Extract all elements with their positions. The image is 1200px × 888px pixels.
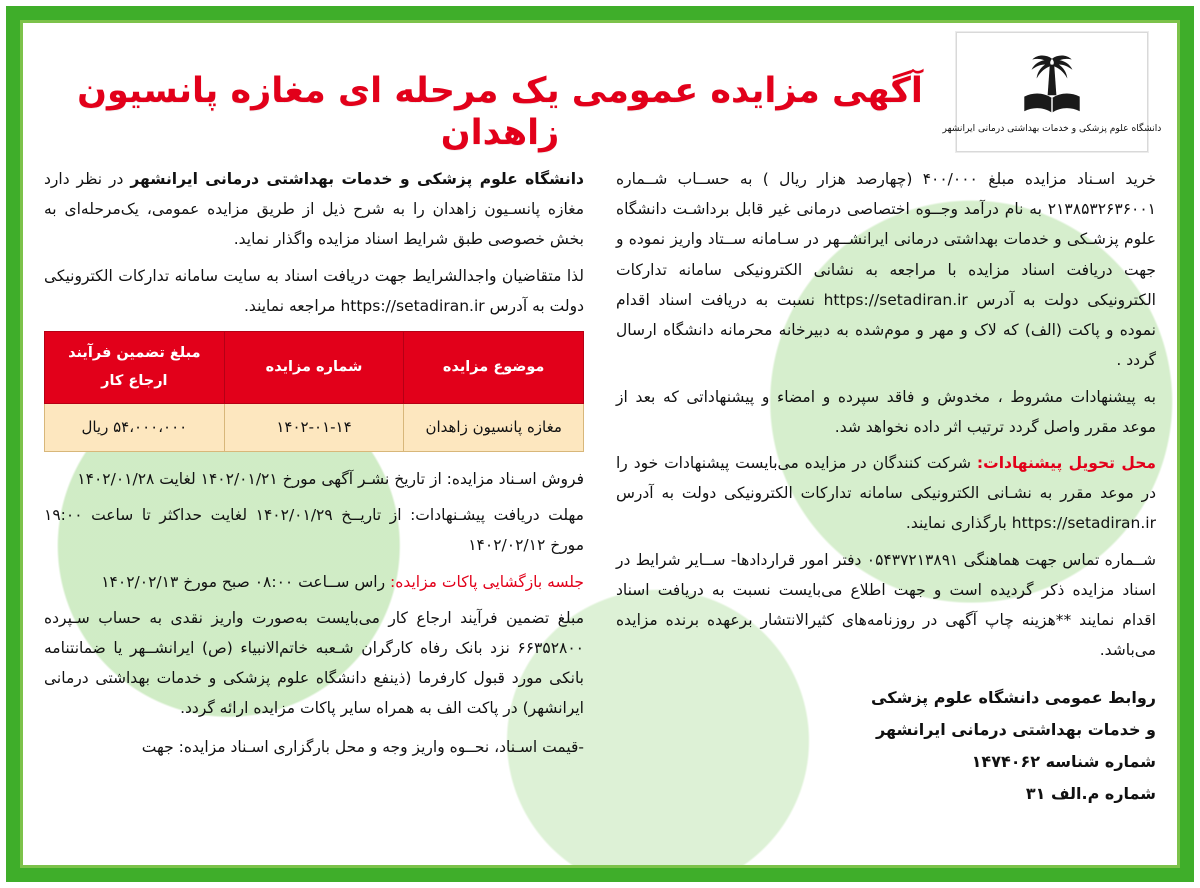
left-para-4: شــماره تماس جهت هماهنگی ۰۵۴۳۷۲۱۳۸۹۱ دفتر امور قراردادها- ســایر شرایط در اسناد مزایده ذکر گردیده است و جهت اطلاع می‌بایست نسبت به دریافت اسناد اقدام نمایند **هزینه چاپ آگهی در روزنامه‌های کثیرالانتشار برعهده برنده مزایده می‌باشد. (616, 550, 1156, 660)
documents-paragraph (44, 261, 584, 321)
opening-session-label: جلسه بازگشایی پاکات مزایده: (390, 572, 584, 591)
table-header-row (45, 332, 584, 404)
documents-pre: لذا متقاضیان واجدالشرایط جهت دریافت اسناد به سایت سامانه تدارکات الکترونیکی دولت به آدرس (44, 266, 584, 315)
documents-post: مراجعه نمایند. (244, 296, 341, 315)
intro-paragraph (44, 164, 584, 255)
delivery-place-text: شرکت کنندگان در مزایده می‌بایست پیشنهادات خود را در موعد مقرر به نشـانی الکترونیکی سامانه تدارکات الکترونیکی دولت به آدرس https://setadiran.ir بارگذاری نمایند. (616, 453, 1156, 533)
cell-subject: مغازه پانسیون زاهدان (404, 403, 584, 451)
university-logo (942, 32, 1162, 152)
sale-period-line: فروش اسـناد مزایده: از تاریخ نشـر آگهی مورخ ۱۴۰۲/۰۱/۲۱ لغایت ۱۴۰۲/۰۱/۲۸ (77, 469, 584, 488)
receive-period-line: مهلت دریافت پیشـنهادات: از تاریــخ ۱۴۰۲/۰۱/۲۹ لغایت حداکثر تا ساعت ۱۹:۰۰ مورخ ۱۴۰۲/۰۲/۱۲ (44, 506, 584, 555)
palm-tree-book-emblem-icon (1015, 50, 1089, 120)
left-para-2: به پیشنهادات مشروط ، مخدوش و فاقد سپرده و امضاء و پیشنهاداتی که بعد از موعد مقرر واصل گردد ترتیب اثر داده نخواهد شد. (616, 387, 1156, 436)
col-header-number: شماره مزایده (224, 332, 404, 404)
body-columns (44, 164, 1156, 844)
delivery-place-label: محل تحویل پیشنهادات: (976, 453, 1156, 472)
intro-rest: در نظر دارد مغازه پانسـیون زاهدان را به شرح ذیل از طریق مزایده عمومی، یک‌مرحله‌ای به بخش خصوصی طبق شرایط اسناد مزایده واگذار نماید. (44, 170, 584, 249)
left-column (612, 164, 1156, 844)
signature-line-3: شماره شناسه ۱۴۷۴۰۶۲ (971, 751, 1156, 771)
signature-line-4: شماره م.الف ۳۱ (1025, 783, 1156, 803)
col-header-subject: موضوع مزایده (404, 332, 584, 404)
opening-session-line (44, 567, 584, 597)
left-para-1: خرید اسـناد مزایده مبلغ ۴۰۰/۰۰۰ (چهارصد هزار ریال ) به حســاب شــماره ۲۱۳۸۵۳۲۶۳۶۰۰۱ به نام درآمد وجــوه اختصاصی درمانی غیر قابل برداشـت دانشگاه علوم پزشـکی و خدمات بهداشتی درمانی ایرانشــهر در سـامانه ســتاد واریز نموده و جهت دریافت اسناد مزایده با مراجعه به نشانی الکترونیکی سامانه تدارکات الکترونیکی دولت به آدرس https://setadiran.ir نسبت به دریافت اسناد اقدام نموده و پاکت (الف) که لاک و مهر و موم‌شده به دبیرخانه محرمانه دانشگاه ارسال گردد . (616, 170, 1157, 370)
col-header-guarantee: مبلغ تضمین فرآیند ارجاع کار (45, 332, 225, 404)
signature-line-1: روابط عمومی دانشگاه علوم پزشکی (871, 687, 1156, 707)
university-name: دانشگاه علوم پزشکی و خدمات بهداشتی درمانی ایرانشهر (130, 170, 584, 188)
cell-number: ۱۴۰۲-۰۱-۱۴ (224, 403, 404, 451)
guarantee-paragraph: مبلغ تضمین فرآیند ارجاع کار می‌بایست به‌صورت واریز نقدی به حساب سـپرده ۶۶۳۵۲۸۰۰ نزد بانک رفاه کارگران شـعبه خاتم‌الانبیاء (ص) ایرانشــهر یا ضمانتنامه بانکی مورد قبول کارفرما (ذینفع دانشگاه علوم پزشکی و خدمات بهداشتی درمانی ایرانشهر) در پاکت الف به همراه سایر پاکات مزایده ارائه گردد. (44, 608, 584, 718)
page-title: آگهی مزایده عمومی یک مرحله ای مغازه پانسیون زاهدان (77, 71, 923, 153)
table-row (45, 403, 584, 451)
left-para-3 (616, 448, 1156, 539)
opening-session-rest: راس ســاعت ۰۸:۰۰ صبح مورخ ۱۴۰۲/۰۲/۱۳ (101, 572, 390, 591)
signature-block (616, 682, 1156, 810)
auction-table (44, 331, 584, 452)
header (44, 30, 1162, 158)
cell-guarantee: ۵۴،۰۰۰،۰۰۰ ریال (45, 403, 225, 451)
logo-caption: دانشگاه علوم پزشکی و خدمات بهداشتی درمانی ایرانشهر (942, 123, 1162, 134)
setadiran-link[interactable]: https://setadiran.ir (340, 296, 485, 315)
right-column (44, 164, 586, 844)
signature-line-2: و خدمات بهداشتی درمانی ایرانشهر (875, 719, 1156, 739)
price-paragraph: -قیمت اسـناد، نحــوه واریز وجه و محل بارگزاری اسـناد مزایده: جهت (141, 737, 584, 756)
page-content (26, 26, 1174, 862)
